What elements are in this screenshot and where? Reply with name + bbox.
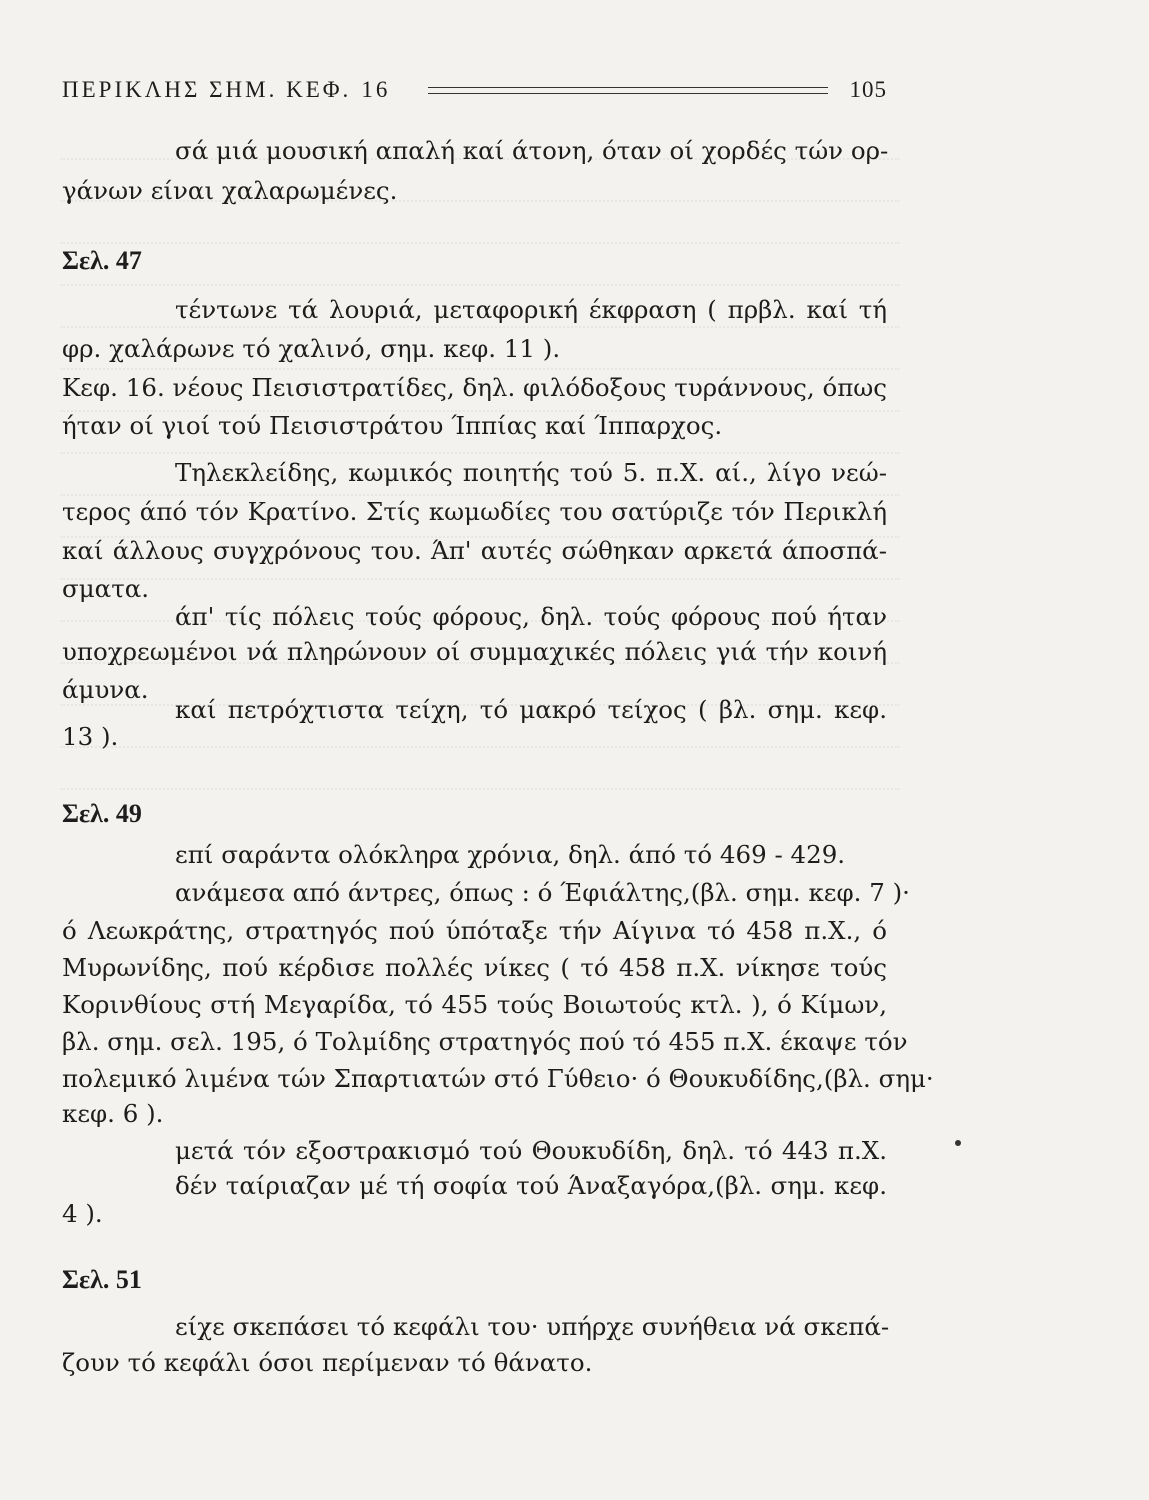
ink-speck bbox=[955, 1140, 961, 1146]
text-line: σά μιά μουσική απαλή καί άτονη, όταν οί χορδές τών ορ- bbox=[175, 136, 889, 165]
text-line: ήταν οί γιοί τού Πεισιστράτου Ίππίας καί Ίππαρχος. bbox=[62, 411, 723, 440]
text-line: ανάμεσα από άντρες, όπως : ό Έφιάλτης,(βλ. σημ. κεφ. 7 )· bbox=[175, 878, 910, 907]
text-line: άπ' τίς πόλεις τούς φόρους, δηλ. τούς φόρους πού ήταν bbox=[175, 602, 887, 631]
text-line: ζουν τό κεφάλι όσοι περίμεναν τό θάνατο. bbox=[62, 1348, 593, 1377]
text-line: τέντωνε τά λουριά, μεταφορική έκφραση ( πρβλ. καί τή bbox=[175, 295, 887, 324]
text-line: 4 ). bbox=[62, 1199, 103, 1228]
text-line: δέν ταίριαζαν μέ τή σοφία τού Άναξαγόρα,(βλ. σημ. κεφ. bbox=[175, 1171, 887, 1200]
text-line: ό Λεωκράτης, στρατηγός πού ύπόταξε τήν Αίγινα τό 458 π.Χ., ό bbox=[62, 916, 887, 945]
text-line: γάνων είναι χαλαρωμένες. bbox=[62, 176, 398, 205]
header-rule bbox=[428, 87, 827, 94]
text-line: καί πετρόχτιστα τείχη, τό μακρό τείχος ( βλ. σημ. κεφ. bbox=[175, 695, 887, 724]
text-line: μετά τόν εξοστρακισμό τού Θουκυδίδη, δηλ. τό 443 π.Χ. bbox=[175, 1136, 887, 1165]
text-line: πολεμικό λιμένα τών Σπαρτιατών στό Γύθειο· ό Θουκυδίδης,(βλ. σημ· bbox=[62, 1064, 934, 1093]
text-line: 13 ). bbox=[62, 722, 119, 751]
text-line: βλ. σημ. σελ. 195, ό Τολμίδης στρατηγός πού τό 455 π.Χ. έκαψε τόν bbox=[62, 1027, 908, 1056]
text-line: άμυνα. bbox=[62, 675, 149, 704]
text-line: είχε σκεπάσει τό κεφάλι του· υπήρχε συνήθεια νά σκεπά- bbox=[175, 1312, 890, 1341]
text-line: τερος άπό τόν Κρατίνο. Στίς κωμωδίες του σατύριζε τόν Περικλή bbox=[62, 497, 887, 526]
page-header bbox=[62, 70, 887, 110]
text-line: υποχρεωμένοι νά πληρώνουν οί συμμαχικές πόλεις γιά τήν κοινή bbox=[62, 637, 887, 666]
section-heading: Σελ. 51 bbox=[62, 1265, 142, 1294]
chapter-number: 16 bbox=[361, 77, 391, 102]
text-line: Μυρωνίδης, πού κέρδισε πολλές νίκες ( τό 458 π.Χ. νίκησε τούς bbox=[62, 953, 887, 982]
text-line: Κορινθίους στή Μεγαρίδα, τό 455 τούς Βοιωτούς κτλ. ), ό Κίμων, bbox=[62, 990, 887, 1019]
text-line: κεφ. 6 ). bbox=[62, 1099, 164, 1128]
text-line: σματα. bbox=[62, 574, 150, 603]
running-title: ΠΕΡΙΚΛΗΣ ΣΗΜ. ΚΕΦ. bbox=[62, 77, 352, 102]
text-line: επί σαράντα ολόκληρα χρόνια, δηλ. άπό τό 469 - 429. bbox=[175, 840, 846, 869]
text-line: φρ. χαλάρωνε τό χαλινό, σημ. κεφ. 11 ). bbox=[62, 334, 561, 363]
text-line: Τηλεκλείδης, κωμικός ποιητής τού 5. π.Χ. αί., λίγο νεώ- bbox=[175, 458, 887, 487]
page-number: 105 bbox=[849, 77, 887, 102]
text-line: Κεφ. 16. νέους Πεισιστρατίδες, δηλ. φιλόδοξους τυράννους, όπως bbox=[62, 373, 887, 402]
section-heading: Σελ. 49 bbox=[62, 799, 142, 828]
section-heading: Σελ. 47 bbox=[62, 246, 142, 275]
text-line: καί άλλους συγχρόνους του. Άπ' αυτές σώθηκαν αρκετά άποσπά- bbox=[62, 536, 887, 565]
